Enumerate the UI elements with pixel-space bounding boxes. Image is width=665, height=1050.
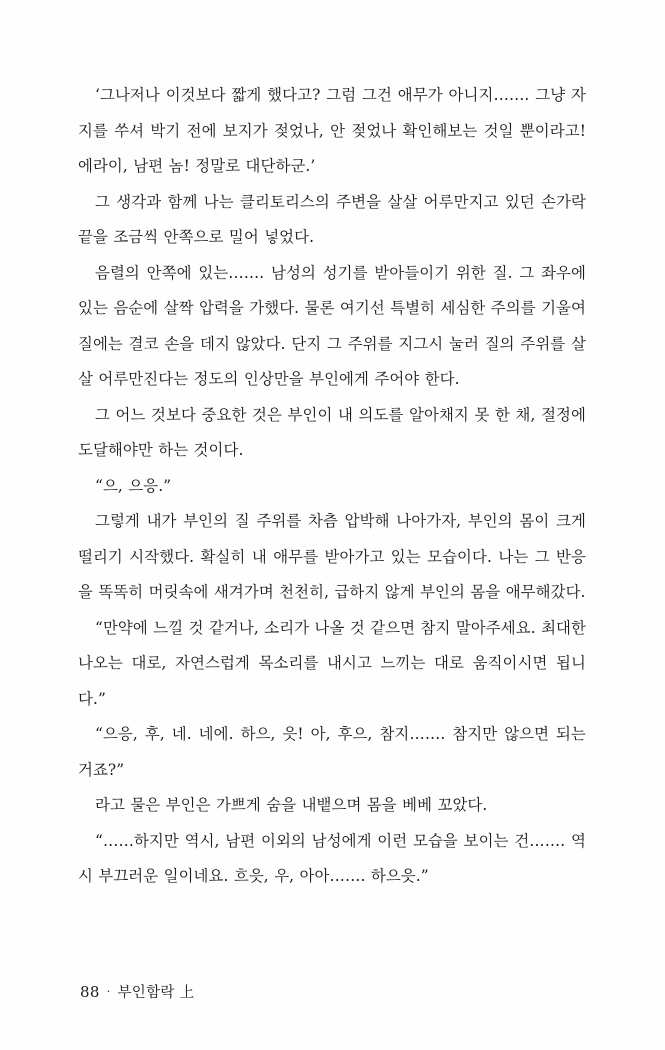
page-number: 88 [80,983,100,1001]
paragraph: “……하지만 역시, 남편 이외의 남성에게 이런 모습을 보이는 건……. 역시 부끄러운 일이네요. 흐읏, 우, 아아……. 하으읏.” [78,831,586,885]
paragraph: 그 어느 것보다 중요한 것은 부인이 내 의도를 알아채지 못 한 채, 절정에 도달해야만 하는 것이다. [78,405,586,459]
page-body-text [78,78,586,895]
paragraph: “으, 으응.” [95,476,172,495]
paragraph: 그렇게 내가 부인의 질 주위를 차츰 압박해 나아가자, 부인의 몸이 크게 떨리기 시작했다. 확실히 내 애무를 받아가고 있는 모습이다. 나는 그 반응을 똑똑히 머릿속에 새겨가며 천천히, 급하지 않게 부인의 몸을 애무해갔다. [78,512,586,601]
paragraph: 라고 물은 부인은 가쁘게 숨을 내뱉으며 몸을 베베 꼬았다. [95,796,488,814]
page-footer [80,981,194,1002]
paragraph: 그 생각과 함께 나는 클리토리스의 주변을 살살 어루만지고 있던 손가락 끝을 조금씩 안쪽으로 밀어 넣었다. [78,192,586,246]
paragraph: “으응, 후, 네. 네에. 하으, 읏! 아, 후으, 참지……. 참지만 않으면 되는 거죠?” [78,725,586,779]
paragraph: 음렬의 안쪽에 있는……. 남성의 성기를 받아들이기 위한 질. 그 좌우에 있는 음순에 살짝 압력을 가했다. 물론 여기선 특별히 세심한 주의를 기울여 질에는 결코 손을 데지 않았다. 단지 그 주위를 지그시 눌러 질의 주위를 살살 어루만진다는 정도의 인상만을 부인에게 주어야 한다. [78,263,586,388]
paragraph: ‘그나저나 이것보다 짧게 했다고? 그럼 그건 애무가 아니지……. 그냥 자지를 쑤셔 박기 전에 보지가 젖었나, 안 젖었나 확인해보는 것일 뿐이라고! 에라이, 남편 놈! 정말로 대단하군.’ [78,86,586,175]
paragraph: “만약에 느낄 것 같거나, 소리가 나올 것 같으면 참지 말아주세요. 최대한 나오는 대로, 자연스럽게 목소리를 내시고 느끼는 대로 움직이시면 됩니다.” [78,618,586,708]
footer-separator: · [106,985,111,998]
book-title: 부인함락 上 [117,985,195,1001]
